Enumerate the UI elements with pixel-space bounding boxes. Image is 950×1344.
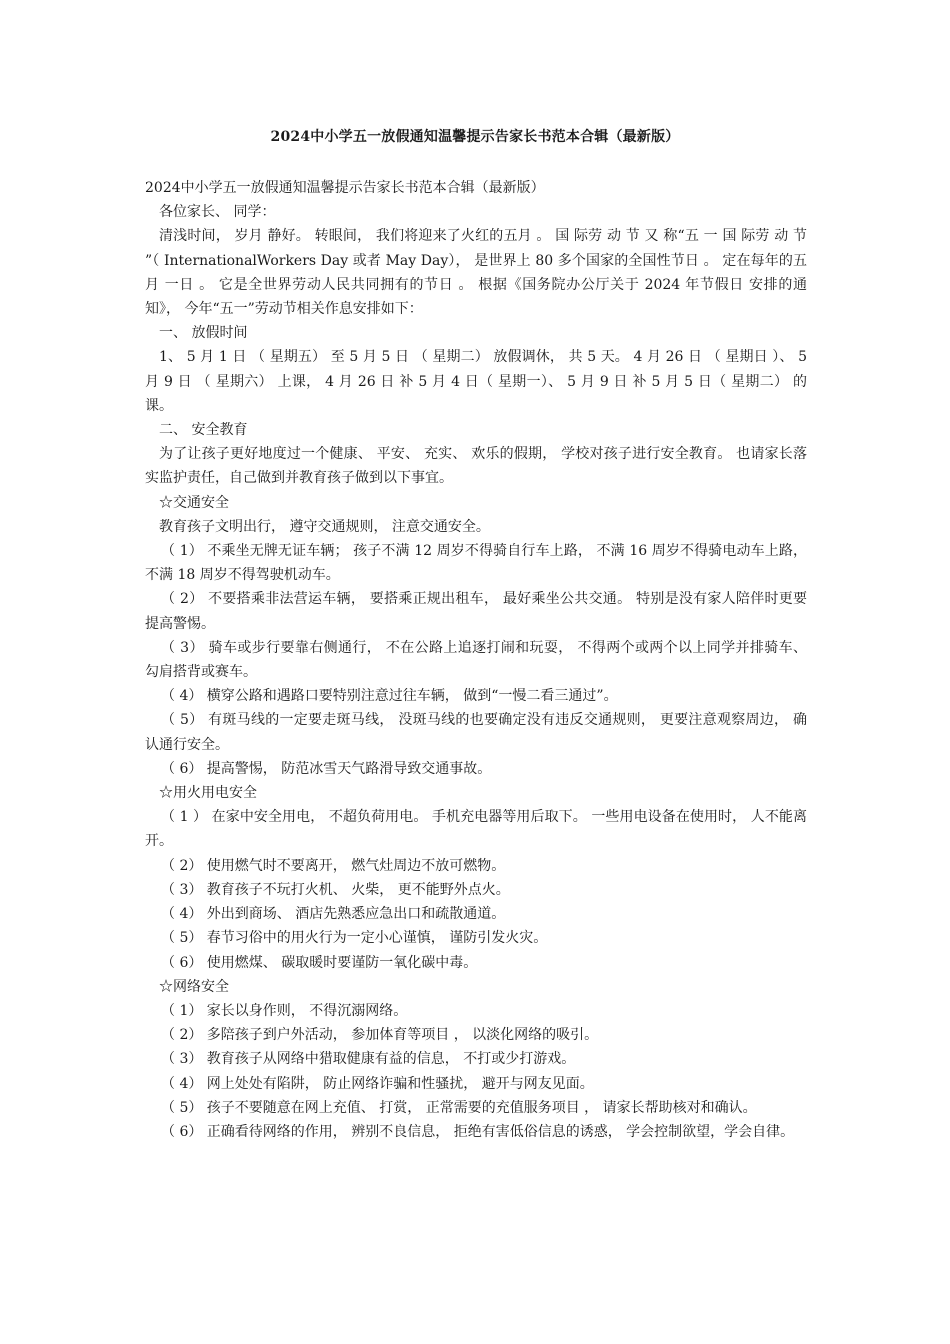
list-item: （ 2） 使用燃气时不要离开， 燃气灶周边不放可燃物。 <box>161 857 506 874</box>
network-safety-heading: ☆网络安全 <box>159 978 229 995</box>
section-heading-safety: 二、 安全教育 <box>159 422 248 439</box>
list-item: （ 3） 教育孩子不玩打火机、 火柴， 更不能野外点火。 <box>161 881 510 898</box>
document-body <box>145 176 807 1144</box>
list-item: （ 2） 多陪孩子到户外活动， 参加体育等项目 ， 以淡化网络的吸引。 <box>161 1027 599 1044</box>
intro-paragraph: 清浅时间， 岁月 静好。 转眼间， 我们将迎来了火红的五月 。 国 际劳 动 节 又 称“五 一 国 际劳 动 节 ”（ InternationalWorkers Day 或者 May Day）， 是世界上 80 多个国家的全国性节日 。 定在每年的五月 一日 。 它是全世界劳动人民共同拥有的节日 。 根据《国务院办公厅关于 2024 年节假日 安排的通知》， 今年“五一”劳动节相关作息安排如下： <box>145 228 807 318</box>
greeting: 各位家长、 同学： <box>159 204 276 221</box>
list-item: （ 2） 不要搭乘非法营运车辆， 要搭乘正规出租车， 最好乘坐公共交通。 特别是没有家人陪伴时更要提高警惕。 <box>145 591 807 632</box>
traffic-safety-lead: 教育孩子文明出行， 遵守交通规则， 注意交通安全。 <box>159 518 490 535</box>
list-item: （ 3） 骑车或步行要靠右侧通行， 不在公路上追逐打闹和玩耍， 不得两个或两个以上同学并排骑车、 勾肩搭背或赛车。 <box>145 639 807 681</box>
list-item: （ 3） 教育孩子从网络中猎取健康有益的信息， 不打或少打游戏。 <box>161 1051 576 1068</box>
list-item: （ 6） 正确看待网络的作用， 辨别不良信息， 拒绝有害低俗信息的诱惑， 学会控制欲望，学会自律。 <box>161 1123 795 1140</box>
fire-safety-heading: ☆用火用电安全 <box>159 785 257 802</box>
safety-intro-paragraph: 为了让孩子更好地度过一个健康、 平安、 充实、 欢乐的假期， 学校对孩子进行安全教育。 也请家长落实监护责任，自己做到并教育孩子做到以下事宜。 <box>145 446 807 487</box>
list-item: （ 4） 外出到商场、 酒店先熟悉应急出口和疏散通道。 <box>161 906 506 923</box>
section-heading-holiday: 一、 放假时间 <box>159 325 248 342</box>
list-item: （ 1） 不乘坐无牌无证车辆； 孩子不满 12 周岁不得骑自行车上路， 不满 16 周岁不得骑电动车上路， 不满 18 周岁不得驾驶机动车。 <box>145 543 807 584</box>
list-item: （ 5） 有斑马线的一定要走斑马线， 没斑马线的也要确定没有违反交通规则， 更要注意观察周边， 确认通行安全。 <box>145 712 807 753</box>
list-item: （ 6） 提高警惕， 防范冰雪天气路滑导致交通事故。 <box>161 760 492 777</box>
list-item: （ 1） 家长以身作则， 不得沉溺网络。 <box>161 1002 408 1019</box>
list-item: （ 5） 孩子不要随意在网上充值、 打赏， 正常需要的充值服务项目 ， 请家长帮助核对和确认。 <box>161 1099 757 1116</box>
list-item: （ 5） 春节习俗中的用火行为一定小心谨慎， 谨防引发火灾。 <box>161 930 548 947</box>
holiday-schedule-paragraph: 1、 5 月 1 日 （ 星期五） 至 5 月 5 日 （ 星期二） 放假调休， 共 5 天。 4 月 26 日 （ 星期日 ）、 5 月 9 日 （ 星期六） 上课， 4 月 26 日 补 5 月 4 日（ 星期一）、 5 月 9 日 补 5 月 5 日（ 星期二） 的课。 <box>145 349 807 414</box>
list-item: （ 4） 网上处处有陷阱， 防止网络诈骗和性骚扰， 避开与网友见面。 <box>161 1075 594 1092</box>
list-item: （ 4） 横穿公路和遇路口要特别注意过往车辆， 做到“一慢二看三通过”。 <box>161 688 618 705</box>
traffic-safety-heading: ☆交通安全 <box>159 494 229 511</box>
document-subtitle: 2024中小学五一放假通知温馨提示告家长书范本合辑（最新版） <box>145 180 545 196</box>
list-item: （ 6） 使用燃煤、 碳取暖时要谨防一氧化碳中毒。 <box>161 954 478 971</box>
document-title: 2024中小学五一放假通知温馨提示告家长书范本合辑（最新版） <box>270 129 680 145</box>
list-item: （ 1 ） 在家中安全用电， 不超负荷用电。 手机充电器等用后取下。 一些用电设备在使用时， 人不能离开。 <box>145 809 807 850</box>
